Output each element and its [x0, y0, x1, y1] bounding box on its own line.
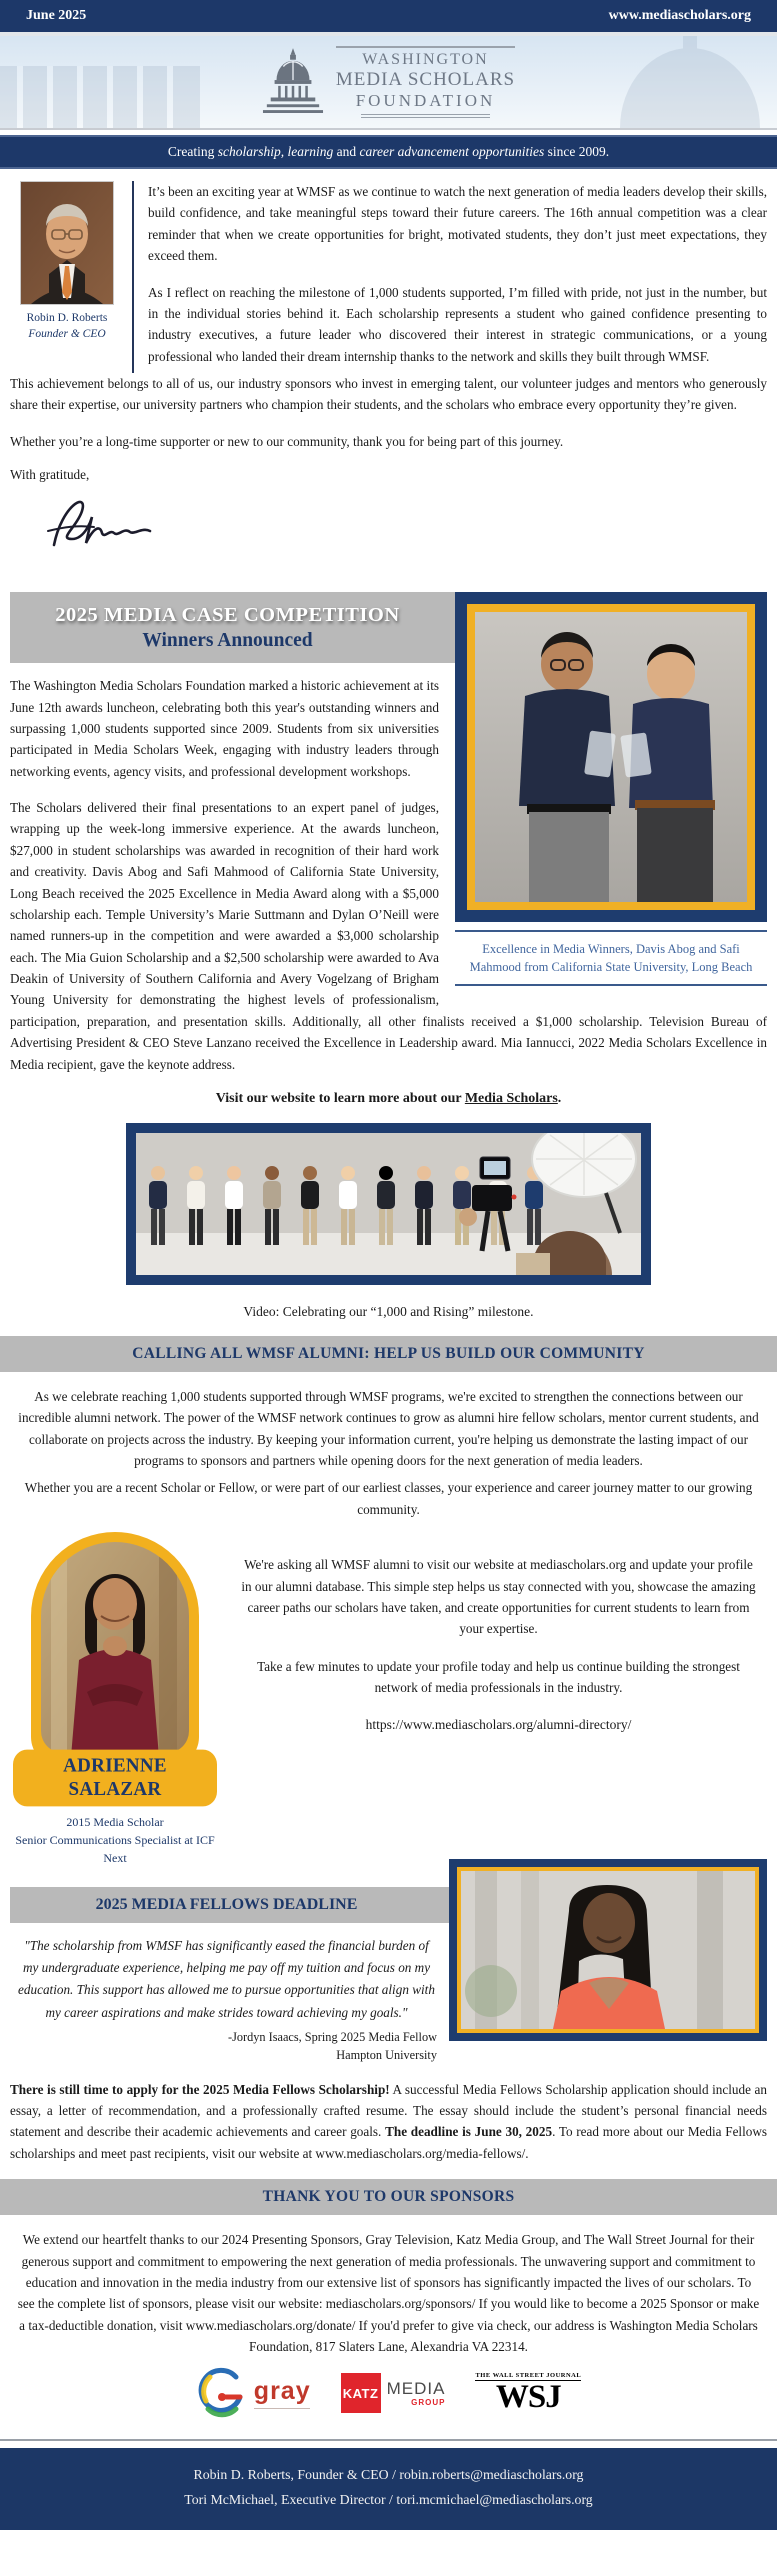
alumni-spotlight-captions — [10, 1813, 220, 1867]
logo-line-1: WASHINGTON — [336, 46, 515, 69]
fellows-text-mid: A successful Media Fellows Scholarship application should include an essay, a letter of recommendation, and a professionally crafted resume. The essay should include the student’s personal financial needs statement and describe their academic achievements and career goals. — [10, 2081, 767, 2140]
fellows-deadline: The deadline is June 30, 2025 — [385, 2124, 553, 2140]
fellows-text-end: . To read more about our Media Fellows scholarships and meet past recipients, visit our website at www.mediascholars.org/media-fellows/. — [10, 2124, 768, 2161]
gray-g-icon — [196, 2367, 248, 2419]
case-paragraph-1: The Washington Media Scholars Foundation marked a historic achievement at its June 12th awards luncheon, celebrating both this year's outstanding winners and surpassing 1,000 students supported since 2009. Students from six universities participated in Media Scholars Week, engaging with industry leaders through networking events, agency visits, and professional development workshops. — [10, 678, 439, 779]
katz-group-text: GROUP — [411, 2397, 446, 2407]
fellows-banner: 2025 MEDIA FELLOWS DEADLINE — [10, 1887, 477, 1923]
fellow-quote: "The scholarship from WMSF has significantly eased the financial burden of my undergraduate experience, helping me pay off my tuition and focus on my education. This support has allowed me to pursue opportunities that align with my career aspirations and make strides toward achieving my goals." — [18, 1938, 435, 2020]
logo-wordmark — [336, 46, 515, 118]
case-paragraph-2: The Scholars delivered their final presentations to an expert panel of judges, wrapping up the week-long immersive experience. At the awards luncheon, $27,000 in student scholarships was awarded in recognition of their hard work and creativity. Davis Abog and Safi Mahmood of California State University, Long Beach received the 2025 Excellence in Media Award along with a $5,000 scholarship each. Temple University’s Marie Suttmann and Dylan O’Neill were named runners-up in the competition and were awarded a $3,000 scholarship each. The Mia Guion Scholarship and a $2,500 scholarship were awarded to Ava Deakin of University of Southern California and Avery Vogelzang of Brigham Young University for demonstrating the highest levels of professionalism, participation, preparation, and presentation skills. Additionally, all other finalists received a $1,000 scholarship. Television Bureau of Advertising President & CEO Steve Lanzano received the Excellence in Leadership award. Mia Iannucci, 2022 Media Scholars Excellence in Media recipient, gave the keynote address. — [10, 800, 767, 1072]
alumni-spotlight-photo — [31, 1532, 199, 1767]
sponsors-banner: THANK YOU TO OUR SPONSORS — [0, 2179, 777, 2215]
alumni-text-column — [230, 1532, 767, 1867]
case-banner-subtitle: Winners Announced — [142, 629, 313, 651]
alumni-paragraph-3: We're asking all WMSF alumni to visit our website at mediascholars.org and update your profile in our alumni database. This simple step helps us stay connected with you, showcase the amazing career paths our scholars have taken, and create opportunities for current students to learn from your expertise. — [241, 1557, 756, 1637]
fellow-attribution-school: Hampton University — [336, 2048, 437, 2063]
case-banner-title: 2025 MEDIA CASE COMPETITION — [55, 604, 400, 627]
ceo-letter-section — [0, 169, 777, 564]
fellow-attribution-name: -Jordyn Isaacs, Spring 2025 Media Fellow — [227, 2029, 437, 2044]
letter-body — [132, 181, 767, 373]
tagline-text-end: since 2009. — [544, 144, 610, 159]
capitol-dome-icon — [262, 46, 324, 118]
footer-divider — [0, 2439, 777, 2441]
ceo-caption — [14, 311, 120, 342]
wsj-masthead-text: THE WALL STREET JOURNAL — [475, 2372, 582, 2380]
footer-contact-2: Tori McMichael, Executive Director / tori.mcmichael@mediascholars.org — [184, 2491, 593, 2507]
alumni-paragraph-1: As we celebrate reaching 1,000 students supported through WMSF programs, we're excited to strengthen the connections between our incredible alumni network. The power of the WMSF network continues to grow as alumni hire fellow scholars, mentor current students, and collaborate on projects across the industry. By keeping your information current, you're helping us demonstrate the lasting impact of our programs to sponsors and partners while opening doors for the next generation of media leaders. — [18, 1388, 759, 1469]
tagline-text-mid: and — [333, 144, 360, 159]
alumni-paragraph-2: Whether you are a recent Scholar or Fellow, or were part of our earliest classes, your experience and career journey matter to our growing community. — [24, 1480, 753, 1517]
fellows-paragraph — [10, 2079, 767, 2165]
ceo-title: Founder & CEO — [28, 327, 106, 340]
issue-date: June 2025 — [26, 8, 87, 23]
katz-media-text: MEDIA — [386, 2378, 446, 2398]
wsj-monogram: WSJ — [495, 2379, 561, 2416]
alumni-spotlight-year: 2015 Media Scholar — [66, 1815, 164, 1830]
footer-contact-1: Robin D. Roberts, Founder & CEO / robin.roberts@mediascholars.org — [193, 2467, 584, 2483]
alumni-paragraph-4: Take a few minutes to update your profile today and help us continue building the strongest network of media professionals in the industry. — [257, 1658, 740, 1696]
alumni-directory-link[interactable]: https://www.mediascholars.org/alumni-directory/ — [365, 1717, 632, 1733]
logo-line-3: FOUNDATION — [355, 91, 496, 110]
gray-wordmark: gray — [253, 2377, 311, 2406]
katz-media-logo[interactable] — [341, 2373, 446, 2413]
milestone-video-link[interactable] — [126, 1123, 651, 1285]
fellows-bold-lead: There is still time to apply for the 2025 Media Fellows Scholarship! — [10, 2081, 390, 2097]
gray-tagline-rule — [254, 2408, 310, 2409]
masthead — [0, 36, 777, 130]
cta-text: Visit our website to learn more about our — [215, 1090, 465, 1106]
top-bar — [0, 0, 777, 36]
wsj-logo[interactable] — [475, 2372, 581, 2414]
ceo-name: Robin D. Roberts — [26, 312, 108, 324]
ceo-column — [10, 181, 120, 373]
tagline-text: Creating — [167, 144, 218, 159]
cta-text-end: . — [557, 1090, 562, 1106]
katz-box-mark: KATZ — [341, 2373, 381, 2413]
video-block — [10, 1123, 767, 1320]
alumni-banner: CALLING ALL WMSF ALUMNI: HELP US BUILD OUR COMMUNITY — [0, 1336, 777, 1372]
ceo-portrait-photo — [20, 181, 114, 305]
tagline-italic-2: career advancement opportunities — [359, 144, 545, 159]
tagline-band — [0, 135, 777, 169]
case-cta — [10, 1091, 767, 1107]
fellow-photo-block — [449, 1859, 767, 2041]
letter-paragraph-2: As I reflect on reaching the milestone of 1,000 students supported, I’m filled with pride, not just in the number, but in the individual stories behind it. Each scholarship represents a student who gained confidence presenting to industry executives, a future leader who discovered their interest in strategic communications, or a young professional who landed their dream internship thanks to the network and skills they built through WMSF. — [148, 284, 767, 364]
letter-closing: With gratitude, — [10, 467, 90, 483]
letter-paragraph-4: Whether you’re a long-time supporter or new to our community, thank you for being part of this journey. — [10, 433, 564, 449]
case-competition-banner — [10, 592, 480, 663]
letter-paragraph-3: This achievement belongs to all of us, our industry sponsors who invest in emerging talent, our volunteer judges and mentors who generously share their expertise, our university partners who champion their students, and the scholars who embrace every opportunity they’re given. — [10, 376, 767, 413]
fellow-photo — [449, 1859, 767, 2041]
tagline-italic-1: scholarship, learning — [217, 144, 334, 159]
fellows-section — [0, 1887, 777, 2164]
foundation-logo — [262, 46, 515, 118]
sponsor-logos-row — [0, 2367, 777, 2419]
site-url-link[interactable]: www.mediascholars.org — [608, 8, 751, 23]
logo-underline — [361, 114, 490, 118]
video-caption: Video: Celebrating our “1,000 and Rising” milestone. — [243, 1303, 534, 1319]
logo-line-2: MEDIA SCHOLARS — [335, 69, 516, 90]
winners-photo — [455, 592, 767, 922]
winners-photo-block — [455, 592, 767, 986]
media-scholars-link[interactable]: Media Scholars — [464, 1090, 558, 1106]
footer — [0, 2448, 777, 2529]
sponsors-paragraph: We extend our heartfelt thanks to our 2024 Presenting Sponsors, Gray Television, Katz Media Group, and The Wall Street Journal for their generous support and commitment to empowering the next generation of media professionals. The unwavering support and commitment to education and innovation in the media industry from our extensive list of sponsors has significantly impacted the lives of our scholars. To see the complete list of sponsors, please visit our website: mediascholars.org/sponsors/ If you would like to become a 2025 Sponsor or make a tax-deductible donation, visit www.mediascholars.org/donate/ If you'd prefer to give via check, our address is Washington Media Scholars Foundation, 817 Slaters Lane, Alexandria VA 22314. — [17, 2232, 760, 2355]
letter-paragraph-1: It’s been an exciting year at WMSF as we continue to watch the next generation of media leaders develop their skills, build confidence, and take meaningful steps toward their future careers. The 16th annual competition was a clear reminder that when we create opportunities for bright, motivated students, they don’t just meet expectations, they exceed them. — [148, 184, 768, 264]
alumni-spotlight-role: Senior Communications Specialist at ICF Next — [15, 1833, 215, 1866]
alumni-section — [0, 1336, 777, 1867]
sponsors-section — [0, 2179, 777, 2419]
alumni-spotlight — [10, 1532, 220, 1867]
winners-photo-caption: Excellence in Media Winners, Davis Abog and Safi Mahmood from California State University, Long Beach — [455, 930, 767, 986]
alumni-spotlight-name: ADRIENNE SALAZAR — [13, 1750, 217, 1807]
case-competition-section — [0, 592, 777, 1320]
gray-television-logo[interactable] — [196, 2367, 311, 2419]
ceo-signature — [44, 487, 194, 559]
